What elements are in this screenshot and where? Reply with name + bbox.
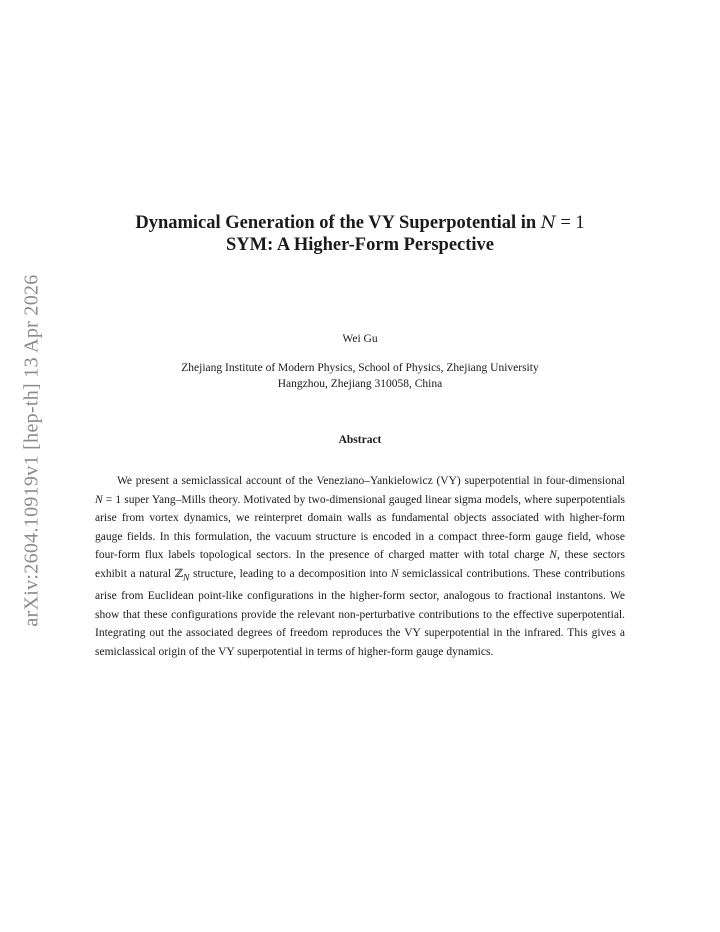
- abstract-text-2: = 1 super Yang–Mills theory. Motivated by two-dimensional gauged linear sigma models, where superpotentials arise from vortex dynamics, we reinterpret domain walls as fundamental objects associated with higher-form gauge fields. In this formulation, the vacuum structure is encoded in a compact three-form gauge field, whose four-form flux labels topological sectors. In the presence of charged matter with total charge: [95, 493, 625, 561]
- abstract-n-symbol-3: N: [390, 567, 399, 580]
- abstract-heading: Abstract: [338, 434, 382, 446]
- title-line-2: SYM: A Higher-Form Perspective: [226, 235, 494, 255]
- abstract-n-symbol-2: N: [549, 549, 557, 561]
- title-n-symbol: N: [540, 213, 556, 233]
- affiliation-line-1: Zhejiang Institute of Modern Physics, School of Physics, Zhejiang University: [181, 362, 539, 374]
- arxiv-sidebar: [14, 255, 50, 645]
- abstract-text-4: structure, leading to a decomposition into: [189, 567, 391, 580]
- title-text: Dynamical Generation of the VY Superpotential in: [135, 213, 541, 233]
- abstract-zn-subscript: N: [183, 571, 190, 583]
- affiliation: [0, 360, 720, 392]
- abstract-text-1: We present a semiclassical account of the Veneziano–Yankielowicz (VY) superpotential in four-dimensional: [117, 475, 625, 487]
- abstract-body: [95, 472, 625, 661]
- arxiv-identifier: arXiv:2604.10919v1 [hep-th] 13 Apr 2026: [20, 273, 43, 627]
- affiliation-line-2: Hangzhou, Zhejiang 310058, China: [277, 378, 443, 390]
- title-equals-one: = 1: [555, 213, 585, 233]
- abstract-n-symbol: N: [95, 493, 103, 506]
- abstract-zn-symbol: ℤ: [174, 567, 184, 580]
- abstract-text-5: semiclassical contributions. These contributions arise from Euclidean point-like configurations in the higher-form sector, analogous to fractional instantons. We show that these configurations provide the relevant non-perturbative contributions to the effective superpotential. Integrating out the associated degrees of freedom reproduces the VY superpotential in the infrared. This gives a semiclassical origin of the VY superpotential in terms of higher-form gauge dynamics.: [95, 567, 625, 658]
- author-name: Wei Gu: [342, 333, 378, 345]
- abstract-text-3: , these sectors exhibit a natural: [95, 549, 625, 580]
- paper-title: [100, 212, 620, 256]
